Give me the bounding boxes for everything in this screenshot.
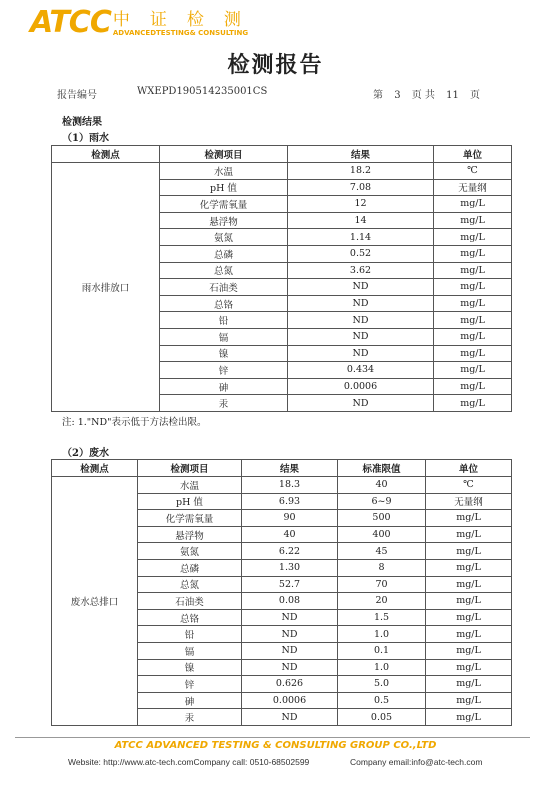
result-value: 90 bbox=[242, 510, 338, 527]
limit-value: 1.0 bbox=[338, 659, 426, 676]
result-value: ND bbox=[288, 328, 434, 345]
test-item: 镍 bbox=[160, 345, 288, 362]
rainwater-table bbox=[51, 145, 512, 412]
report-no: WXEPD190514235001CS bbox=[137, 86, 268, 97]
unit: mg/L bbox=[434, 245, 512, 262]
result-value: 6.22 bbox=[242, 543, 338, 560]
wastewater-table bbox=[51, 459, 512, 726]
test-point: 雨水排放口 bbox=[52, 163, 160, 412]
limit-value: 500 bbox=[338, 510, 426, 527]
unit: mg/L bbox=[426, 642, 512, 659]
header-result: 结果 bbox=[242, 460, 338, 477]
unit: mg/L bbox=[426, 576, 512, 593]
limit-value: 0.05 bbox=[338, 709, 426, 726]
unit: ℃ bbox=[426, 477, 512, 494]
limit-value: 0.1 bbox=[338, 642, 426, 659]
header-result: 结果 bbox=[288, 146, 434, 163]
result-value: ND bbox=[242, 626, 338, 643]
unit: mg/L bbox=[434, 279, 512, 296]
footer-divider bbox=[15, 737, 530, 738]
result-value: ND bbox=[288, 295, 434, 312]
unit: mg/L bbox=[426, 626, 512, 643]
unit: mg/L bbox=[434, 378, 512, 395]
table-header-row bbox=[52, 460, 512, 477]
unit: mg/L bbox=[434, 229, 512, 246]
logo-chinese: 中证检测 bbox=[112, 10, 261, 30]
report-no-label: 报告编号 bbox=[57, 90, 97, 101]
test-item: 氨氮 bbox=[138, 543, 242, 560]
unit: mg/L bbox=[426, 510, 512, 527]
unit: mg/L bbox=[426, 709, 512, 726]
unit: mg/L bbox=[426, 659, 512, 676]
result-value: 18.2 bbox=[288, 163, 434, 180]
test-point: 废水总排口 bbox=[52, 477, 138, 726]
unit: 无量纲 bbox=[426, 493, 512, 510]
header-item: 检测项目 bbox=[138, 460, 242, 477]
unit: mg/L bbox=[434, 345, 512, 362]
result-value: 6.93 bbox=[242, 493, 338, 510]
unit: mg/L bbox=[426, 609, 512, 626]
unit: mg/L bbox=[426, 559, 512, 576]
unit: ℃ bbox=[434, 163, 512, 180]
unit: mg/L bbox=[434, 328, 512, 345]
header-point: 检测点 bbox=[52, 460, 138, 477]
test-item: 铅 bbox=[138, 626, 242, 643]
test-item: 化学需氧量 bbox=[160, 196, 288, 213]
unit: mg/L bbox=[434, 212, 512, 229]
results-title: 检测结果 bbox=[62, 117, 102, 128]
unit: mg/L bbox=[434, 395, 512, 412]
footer-email: Company email:info@atc-tech.com bbox=[350, 757, 483, 767]
test-item: 汞 bbox=[160, 395, 288, 412]
result-value: ND bbox=[288, 312, 434, 329]
header-point: 检测点 bbox=[52, 146, 160, 163]
section2-title: （2）废水 bbox=[62, 448, 109, 459]
unit: mg/L bbox=[426, 593, 512, 610]
test-item: 总氮 bbox=[138, 576, 242, 593]
unit: mg/L bbox=[434, 362, 512, 379]
test-item: 总磷 bbox=[160, 245, 288, 262]
footer-website: Website: http://www.atc-tech.comCompany call: 0510-68502599 bbox=[68, 757, 310, 767]
limit-value: 6~9 bbox=[338, 493, 426, 510]
test-item: 总磷 bbox=[138, 559, 242, 576]
page-indicator bbox=[373, 86, 480, 101]
limit-value: 40 bbox=[338, 477, 426, 494]
page-prefix: 第 bbox=[373, 90, 383, 101]
test-item: 汞 bbox=[138, 709, 242, 726]
result-value: 0.434 bbox=[288, 362, 434, 379]
limit-value: 8 bbox=[338, 559, 426, 576]
test-item: 镍 bbox=[138, 659, 242, 676]
test-item: 水温 bbox=[160, 163, 288, 180]
page-suffix: 页 bbox=[470, 90, 481, 101]
unit: mg/L bbox=[426, 543, 512, 560]
result-value: 3.62 bbox=[288, 262, 434, 279]
test-item: 锌 bbox=[138, 676, 242, 693]
header-unit: 单位 bbox=[434, 146, 512, 163]
result-value: ND bbox=[288, 279, 434, 296]
test-item: 砷 bbox=[138, 692, 242, 709]
test-item: 水温 bbox=[138, 477, 242, 494]
result-value: 0.52 bbox=[288, 245, 434, 262]
test-item: 悬浮物 bbox=[138, 526, 242, 543]
page-total: 11 bbox=[446, 90, 459, 101]
test-item: 石油类 bbox=[138, 593, 242, 610]
unit: mg/L bbox=[434, 312, 512, 329]
test-item: 石油类 bbox=[160, 279, 288, 296]
company-logo bbox=[30, 5, 261, 40]
header-limit: 标准限值 bbox=[338, 460, 426, 477]
nd-note: 注: 1."ND"表示低于方法检出限。 bbox=[62, 417, 207, 428]
test-item: pH 值 bbox=[160, 179, 288, 196]
result-value: 12 bbox=[288, 196, 434, 213]
unit: mg/L bbox=[434, 196, 512, 213]
unit: 无量纲 bbox=[434, 179, 512, 196]
footer-company: ATCC ADVANCED TESTING & CONSULTING GROUP CO.,LTD bbox=[114, 740, 437, 751]
limit-value: 5.0 bbox=[338, 676, 426, 693]
test-item: 总氮 bbox=[160, 262, 288, 279]
limit-value: 1.0 bbox=[338, 626, 426, 643]
result-value: 0.626 bbox=[242, 676, 338, 693]
result-value: 14 bbox=[288, 212, 434, 229]
result-value: ND bbox=[242, 609, 338, 626]
test-item: 镉 bbox=[160, 328, 288, 345]
result-value: ND bbox=[242, 659, 338, 676]
result-value: 0.0006 bbox=[288, 378, 434, 395]
result-value: ND bbox=[288, 395, 434, 412]
test-item: 悬浮物 bbox=[160, 212, 288, 229]
limit-value: 70 bbox=[338, 576, 426, 593]
limit-value: 20 bbox=[338, 593, 426, 610]
limit-value: 0.5 bbox=[338, 692, 426, 709]
result-value: 52.7 bbox=[242, 576, 338, 593]
limit-value: 1.5 bbox=[338, 609, 426, 626]
test-item: 砷 bbox=[160, 378, 288, 395]
test-item: pH 值 bbox=[138, 493, 242, 510]
table-row bbox=[52, 163, 512, 180]
section1-title: （1）雨水 bbox=[62, 133, 109, 144]
test-item: 锌 bbox=[160, 362, 288, 379]
result-value: 18.3 bbox=[242, 477, 338, 494]
result-value: 1.14 bbox=[288, 229, 434, 246]
table-row bbox=[52, 477, 512, 494]
unit: mg/L bbox=[426, 676, 512, 693]
logo-brand: ATCC bbox=[30, 5, 111, 40]
result-value: 0.08 bbox=[242, 593, 338, 610]
table-header-row bbox=[52, 146, 512, 163]
result-value: ND bbox=[242, 709, 338, 726]
test-item: 化学需氧量 bbox=[138, 510, 242, 527]
test-item: 镉 bbox=[138, 642, 242, 659]
result-value: 7.08 bbox=[288, 179, 434, 196]
page-title: 检测报告 bbox=[227, 52, 324, 78]
test-item: 氨氮 bbox=[160, 229, 288, 246]
test-item: 总铬 bbox=[160, 295, 288, 312]
result-value: ND bbox=[242, 642, 338, 659]
header-unit: 单位 bbox=[426, 460, 512, 477]
result-value: 1.30 bbox=[242, 559, 338, 576]
unit: mg/L bbox=[434, 262, 512, 279]
unit: mg/L bbox=[426, 692, 512, 709]
unit: mg/L bbox=[426, 526, 512, 543]
unit: mg/L bbox=[434, 295, 512, 312]
header-item: 检测项目 bbox=[160, 146, 288, 163]
logo-english: ADVANCEDTESTING& CONSULTING bbox=[112, 29, 249, 37]
limit-value: 45 bbox=[338, 543, 426, 560]
result-value: 0.0006 bbox=[242, 692, 338, 709]
page-current: 3 bbox=[394, 90, 401, 101]
result-value: ND bbox=[288, 345, 434, 362]
limit-value: 400 bbox=[338, 526, 426, 543]
result-value: 40 bbox=[242, 526, 338, 543]
page-middle: 页 共 bbox=[411, 90, 435, 101]
test-item: 铅 bbox=[160, 312, 288, 329]
test-item: 总铬 bbox=[138, 609, 242, 626]
